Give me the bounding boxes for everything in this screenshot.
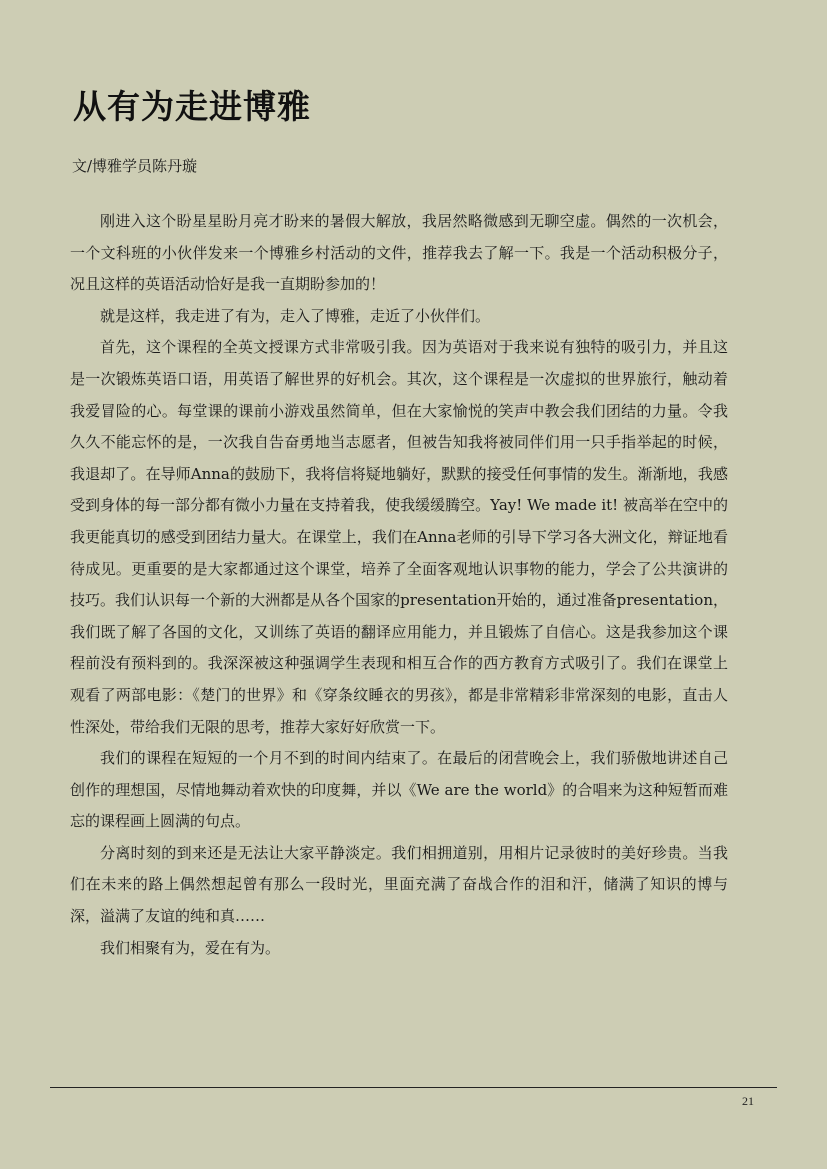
paragraph-1: 刚进入这个盼星星盼月亮才盼来的暑假大解放，我居然略微感到无聊空虚。偶然的一次机会，一个文科班的小伙伴发来一个博雅乡村活动的文件，推荐我去了解一下。我是一个活动积极分子，况且这样的英语活动恰好是我一直期盼参加的！	[70, 212, 728, 294]
page-number: 21	[742, 1094, 754, 1108]
paragraph-6: 我们相聚有为，爱在有为。	[100, 938, 281, 957]
author-byline: 文/博雅学员陈丹璇	[72, 157, 198, 175]
paragraph-5: 分离时刻的到来还是无法让大家平静淡定。我们相拥道别，用相片记录彼时的美好珍贵。当我们在未来的路上偶然想起曾有那么一段时光，里面充满了奋战合作的泪和汗，储满了知识的博与深，溢满了友谊的纯和真……	[70, 843, 728, 926]
footer-divider	[50, 1087, 777, 1088]
paragraph-2: 就是这样，我走进了有为，走入了博雅，走近了小伙伴们。	[100, 306, 491, 325]
paragraph-3: 首先，这个课程的全英文授课方式非常吸引我。因为英语对于我来说有独特的吸引力，并且这是一次锻炼英语口语，用英语了解世界的好机会。其次，这个课程是一次虚拟的世界旅行，触动着我爱冒险的心。每堂课的课前小游戏虽然简单，但在大家愉悦的笑声中教会我们团结的力量。令我久久不能忘怀的是，一次我自告奋勇地当志愿者，但被告知我将被同伴们用一只手指举起的时候，我退却了。在导师Anna的鼓励下，我将信将疑地躺好，默默的接受任何事情的发生。渐渐地，我感受到身体的每一部分都有微小力量在支持着我，使我缓缓腾空。Yay! We made it! 被高举在空中的我更能真切的感受到团结力量大。在课堂上，我们在Anna老师的引导下学习各大洲文化，辩证地看待成见。更重要的是大家都通过这个课堂，培养了全面客观地认识事物的能力，学会了公共演讲的技巧。我们认识每一个新的大洲都是从各个国家的presentation开始的，通过准备presentation，我们既了解了各国的文化，又训练了英语的翻译应用能力，并且锻炼了自信心。这是我参加这个课程前没有预料到的。我深深被这种强调学生表现和相互合作的西方教育方式吸引了。我们在课堂上观看了两部电影：《楚门的世界》和《穿条纹睡衣的男孩》，都是非常精彩非常深刻的电影，直击人性深处，带给我们无限的思考，推荐大家好好欣赏一下。	[70, 338, 728, 736]
page-title: 从有为走进博雅	[73, 87, 311, 126]
article-body	[70, 206, 728, 964]
paragraph-4: 我们的课程在短短的一个月不到的时间内结束了。在最后的闭营晚会上，我们骄傲地讲述自己创作的理想国，尽情地舞动着欢快的印度舞，并以《We are the world》的合唱来为这种短暂而难忘的课程画上圆满的句点。	[70, 749, 728, 831]
